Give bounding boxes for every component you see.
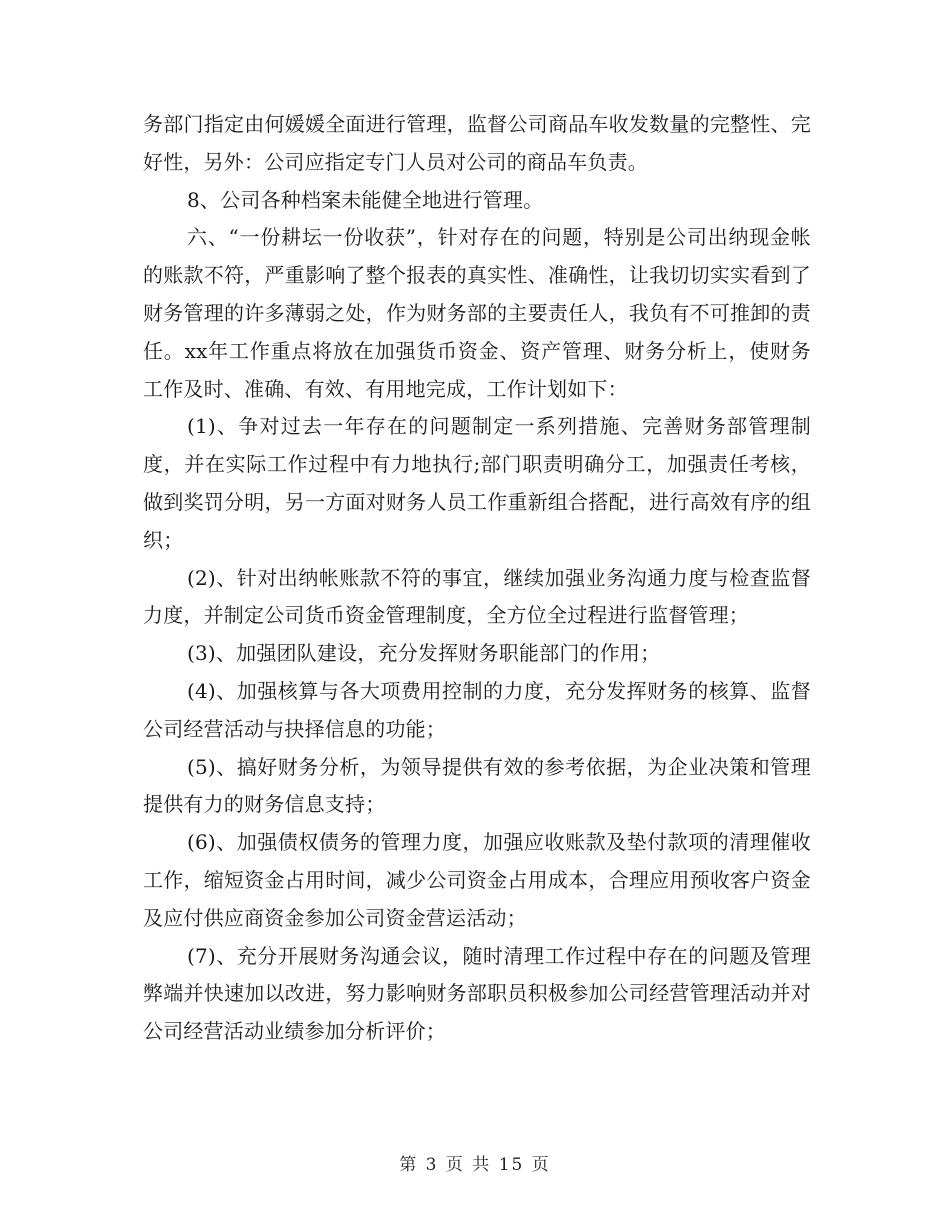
paragraph-9: (7)、充分开展财务沟通会议，随时清理工作过程中存在的问题及管理弊端并快速加以改进，努力影响财务部职员积极参加公司经营管理活动并对公司经营活动业绩参加分析评价； [143, 943, 811, 1044]
paragraph-5: (3)、加强团队建设，充分发挥财务职能部门的作用； [187, 641, 661, 666]
page-footer: 第 3 页 共 15 页 [399, 1155, 551, 1175]
paragraph-0: 务部门指定由何媛媛全面进行管理，监督公司商品车收发数量的完整性、完好性，另外：公司应指定专门人员对公司的商品车负责。 [143, 112, 811, 174]
document-body [143, 106, 811, 1051]
paragraph-8: (6)、加强债权债务的管理力度，加强应收账款及垫付款项的清理催收工作，缩短资金占用时间，减少公司资金占用成本，合理应用预收客户资金及应付供应商资金参加公司资金营运活动； [143, 830, 811, 930]
paragraph-3: (1)、争对过去一年存在的问题制定一系列措施、完善财务部管理制度，并在实际工作过程中有力地执行;部门职责明确分工，加强责任考核，做到奖罚分明，另一方面对财务人员工作重新组合搭配，进行高效有序的组织； [143, 414, 811, 552]
paragraph-1: 8、公司各种档案未能健全地进行管理。 [187, 187, 544, 212]
paragraph-2: 六、“一份耕坛一份收获”，针对存在的问题，特别是公司出纳现金帐的账款不符，严重影响了整个报表的真实性、准确性，让我切切实实看到了财务管理的许多薄弱之处，作为财务部的主要责任人，我负有不可推卸的责任。xx年工作重点将放在加强货币资金、资产管理、财务分析上，使财务工作及时、准确、有效、有用地完成，工作计划如下： [143, 225, 811, 401]
paragraph-4: (2)、针对出纳帐账款不符的事宜，继续加强业务沟通力度与检查监督力度，并制定公司货币资金管理制度，全方位全过程进行监督管理； [143, 565, 811, 628]
paragraph-6: (4)、加强核算与各大项费用控制的力度，充分发挥财务的核算、监督公司经营活动与抉择信息的功能； [143, 678, 811, 741]
paragraph-7: (5)、搞好财务分析，为领导提供有效的参考依据，为企业决策和管理提供有力的财务信息支持； [143, 754, 811, 817]
